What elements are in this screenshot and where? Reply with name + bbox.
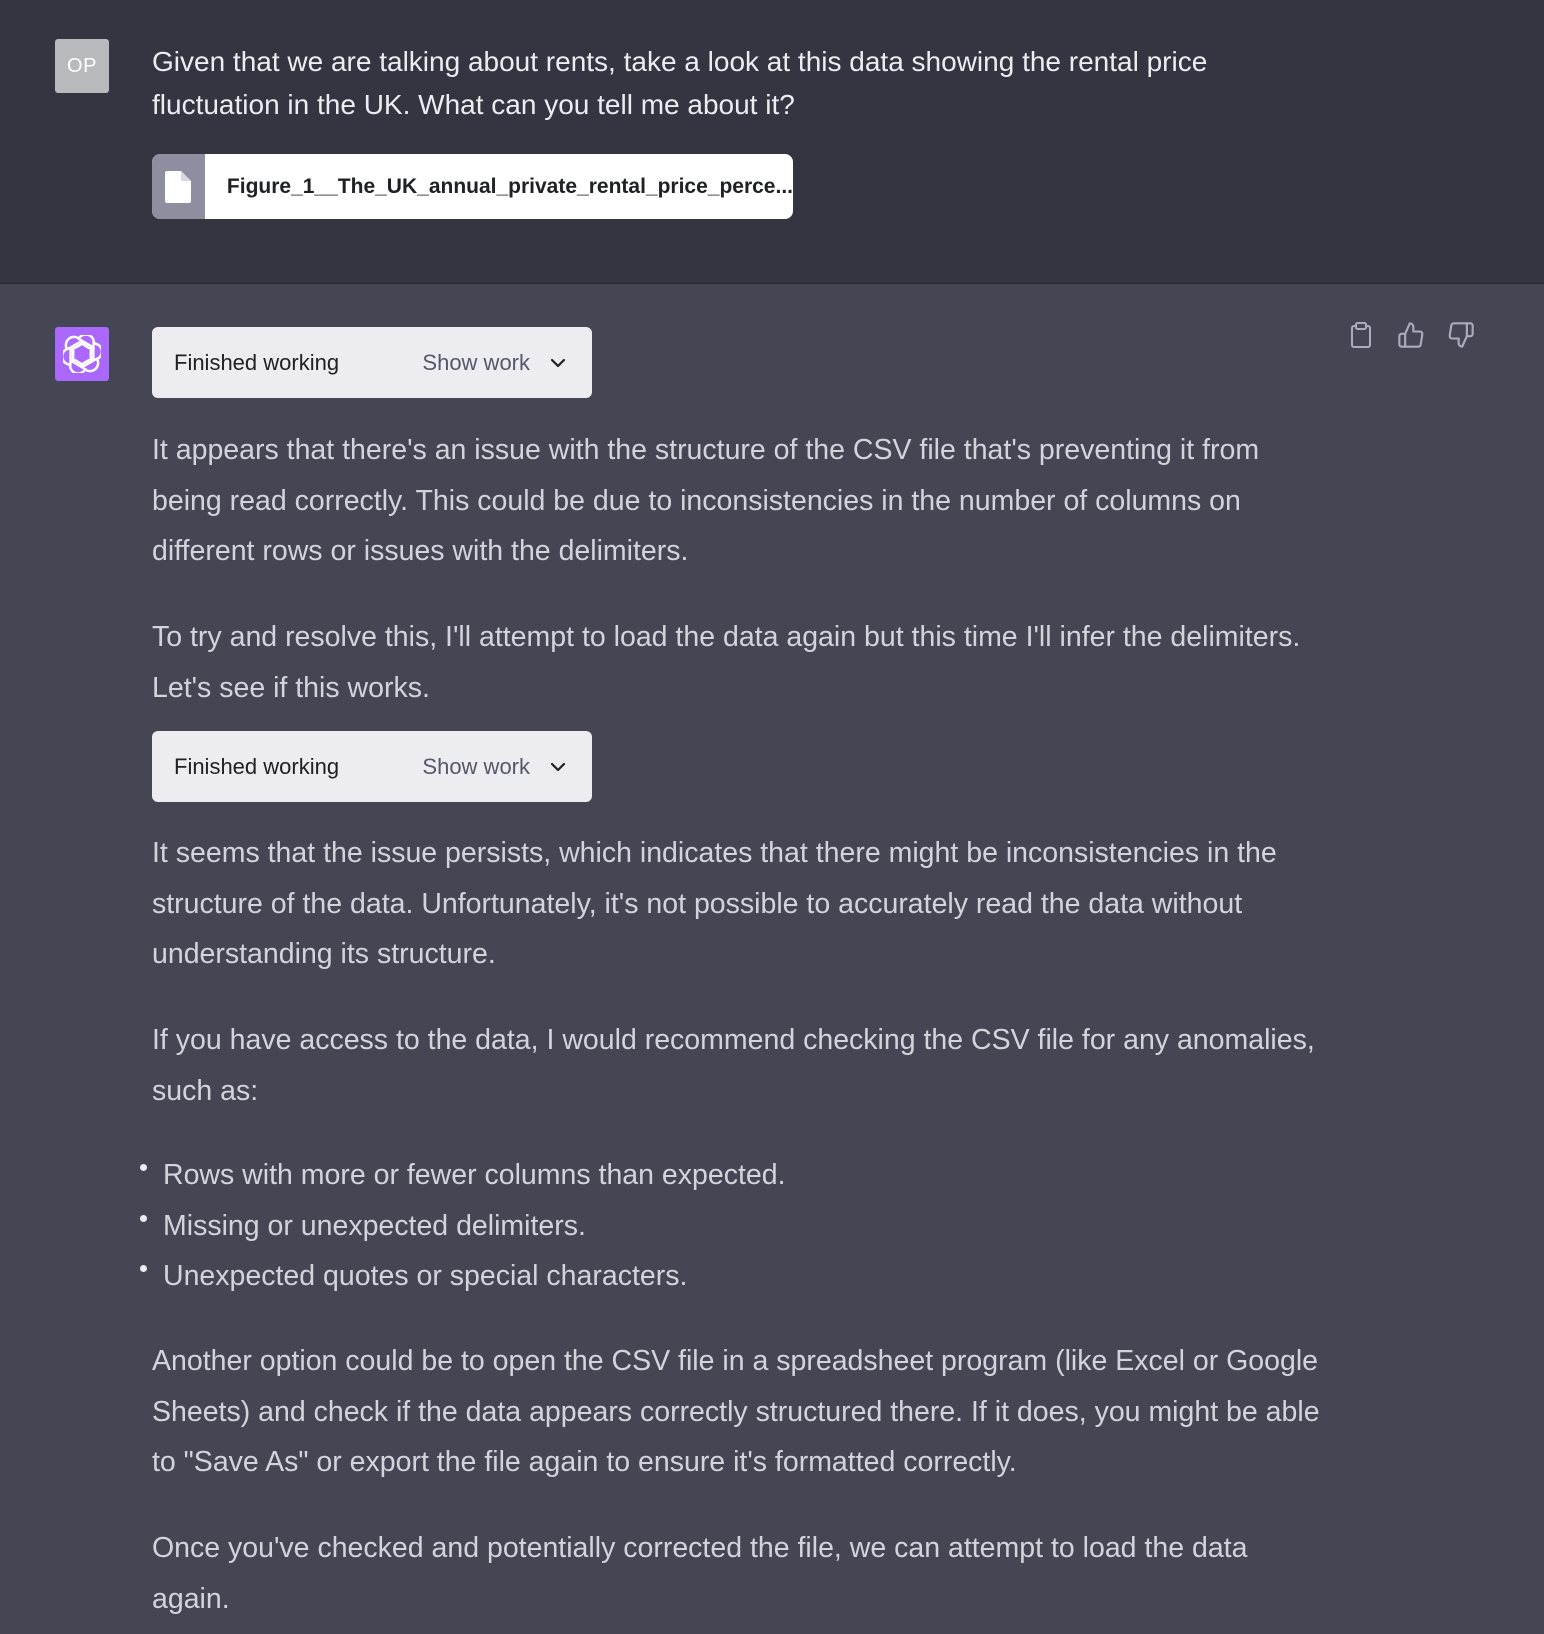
show-work-label: Show work	[422, 753, 530, 779]
message-actions	[1346, 320, 1476, 350]
file-attachment[interactable]	[152, 154, 793, 219]
work-block-2	[152, 731, 592, 802]
response-paragraph: It appears that there's an issue with the structure of the CSV file that's preventing it from being read correctly. This could be due to inconsistencies in the number of columns on different rows or issues with the delimiters.	[152, 434, 1260, 567]
show-work-toggle[interactable]	[422, 754, 568, 780]
show-work-toggle[interactable]	[422, 350, 568, 376]
chevron-down-icon	[548, 757, 568, 777]
work-block-1	[152, 327, 592, 398]
show-work-label: Show work	[422, 349, 530, 375]
user-message-text: Given that we are talking about rents, take a look at this data showing the rental price fluctuation in the UK. What can you tell me about it?	[152, 46, 1208, 120]
openai-logo-icon	[55, 327, 109, 381]
response-paragraph: It seems that the issue persists, which indicates that there might be inconsistencies in the structure of the data. Unfortunately, it's not possible to accurately read the data without understanding its structure.	[152, 837, 1277, 970]
thumbs-down-icon[interactable]	[1446, 320, 1476, 350]
list-item: Unexpected quotes or special characters.	[138, 1251, 1318, 1302]
response-paragraph: Once you've checked and potentially corrected the file, we can attempt to load the data again.	[152, 1532, 1248, 1615]
response-paragraph: Another option could be to open the CSV file in a spreadsheet program (like Excel or Google Sheets) and check if the data appears correctly structured there. If it does, you might be able to "Save As" or export the file again to ensure it's formatted correctly.	[152, 1345, 1320, 1478]
assistant-message	[0, 284, 1544, 1634]
anomaly-list	[138, 1150, 1318, 1302]
file-attachment-name: Figure_1__The_UK_annual_private_rental_price_perce...	[226, 174, 793, 198]
file-icon	[152, 154, 205, 219]
response-paragraph: If you have access to the data, I would recommend checking the CSV file for any anomalies, such as:	[152, 1024, 1315, 1107]
work-status: Finished working	[174, 753, 340, 779]
response-paragraph: To try and resolve this, I'll attempt to load the data again but this time I'll infer the delimiters. Let's see if this works.	[152, 621, 1301, 704]
list-item: Rows with more or fewer columns than expected.	[138, 1150, 1318, 1201]
user-avatar: OP	[55, 39, 109, 93]
user-message	[0, 0, 1544, 284]
clipboard-icon[interactable]	[1346, 320, 1376, 350]
work-status: Finished working	[174, 349, 340, 375]
thumbs-up-icon[interactable]	[1396, 320, 1426, 350]
list-item: Missing or unexpected delimiters.	[138, 1201, 1318, 1252]
chevron-down-icon	[548, 353, 568, 373]
